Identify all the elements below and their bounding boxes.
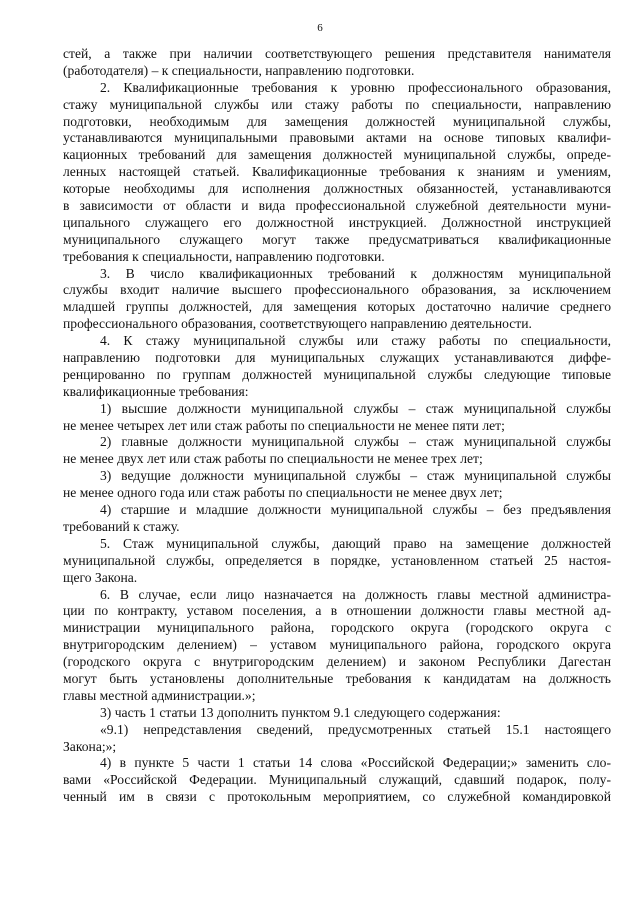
text-line: 3) часть 1 статьи 13 дополнить пунктом 9.1 следующего содержания:	[100, 704, 501, 720]
text-line: кационных требований для замещения должностей муниципальной службы, опреде-	[63, 147, 611, 163]
text-line: «9.1) непредставления сведений, предусмотренных статьей 15.1 настоящего	[100, 721, 611, 737]
text-line: главы местной администрации.»;	[63, 687, 256, 703]
text-line: 3) ведущие должности муниципальной службы – стаж муниципальной службы	[100, 468, 611, 484]
text-line: 4. К стажу муниципальной службы или стажу работы по специальности,	[100, 333, 611, 349]
text-line: направлению подготовки для муниципальных служащих устанавливаются диффе-	[63, 350, 611, 366]
page-number: 6	[317, 22, 323, 34]
text-line: которые необходимы для исполнения должностных обязанностей, устанавливаются	[63, 181, 611, 197]
text-line: младшей группы должностей, для замещения которых достаточно наличие среднего	[63, 299, 611, 315]
text-line: 2) главные должности муниципальной службы – стаж муниципальной службы	[100, 434, 611, 450]
body-text	[63, 46, 611, 806]
text-line: вами «Российской Федерации. Муниципальный служащий, сдавший подарок, полу-	[63, 772, 611, 788]
text-line: щего Закона.	[63, 569, 138, 585]
text-line: стей, а также при наличии соответствующего решения представителя нанимателя	[63, 46, 611, 61]
text-line: требований к стажу.	[63, 518, 180, 534]
text-line: муниципального служащего могут также предусматриваться квалификационные	[63, 231, 611, 247]
text-line: стажу муниципальной службы или стажу работы по специальности, направлению	[63, 96, 611, 112]
text-line: ренцированно по группам должностей муниципальной службы следующие типовые	[63, 366, 611, 382]
text-line: службы входит наличие высшего профессионального образования, за исключением	[63, 282, 611, 298]
text-line: 6. В случае, если лицо назначается на должность главы местной администра-	[100, 586, 611, 602]
text-line: 5. Стаж муниципальной службы, дающий право на замещение должностей	[100, 535, 611, 551]
text-line: внутригородским делением) – уставом муниципального района, городского округа	[63, 637, 611, 653]
text-line: муниципальной службы, определяется в порядке, установленном статьей 25 настоя-	[63, 552, 611, 568]
text-line: не менее одного года или стаж работы по специальности не менее двух лет;	[63, 485, 503, 501]
text-line: 4) старшие и младшие должности муниципальной службы – без предъявления	[100, 502, 611, 518]
text-line: (работодателя) – к специальности, направлению подготовки.	[63, 62, 415, 78]
text-line: министрации муниципального района, городского округа (городского округа с	[63, 620, 611, 636]
text-line: 1) высшие должности муниципальной службы – стаж муниципальной службы	[100, 400, 611, 416]
text-line: квалификационные требования:	[63, 383, 249, 399]
text-line: 4) в пункте 5 части 1 статьи 14 слова «Российской Федерации;» заменить сло-	[100, 755, 611, 771]
text-line: не менее двух лет или стаж работы по специальности не менее трех лет;	[63, 451, 483, 467]
text-line: 3. В число квалификационных требований к должностям муниципальной	[100, 265, 611, 281]
text-line: требования к специальности, направлению подготовки.	[63, 248, 385, 264]
text-line: ции по контракту, уставом поселения, а в отношении должности главы местной ад-	[63, 603, 611, 619]
text-line: (городского округа с внутригородским делением) и законом Республики Дагестан	[63, 654, 611, 670]
text-line: ципального служащего его должностной инструкцией. Должностной инструкцией	[63, 214, 611, 230]
text-line: в зависимости от области и вида профессиональной служебной деятельности муни-	[63, 198, 611, 214]
text-line: ченный им в связи с протокольным мероприятием, со служебной командировкой	[63, 789, 611, 805]
text-line: Закона;»;	[63, 738, 117, 754]
text-line: профессионального образования, соответствующего направлению деятельности.	[63, 316, 532, 332]
text-line: устанавливаются муниципальными правовыми актами на основе типовых квалифи-	[63, 130, 611, 146]
text-line: подготовки, необходимым для замещения должностей муниципальной службы,	[63, 113, 611, 129]
text-line: могут быть установлены дополнительные требования к кандидатам на должность	[63, 670, 611, 686]
text-line: 2. Квалификационные требования к уровню профессионального образования,	[100, 79, 611, 95]
text-line: не менее четырех лет или стаж работы по специальности не менее пяти лет;	[63, 417, 505, 433]
text-line: ленных настоящей статьей. Квалификационные требования к знаниям и умениям,	[63, 164, 611, 180]
